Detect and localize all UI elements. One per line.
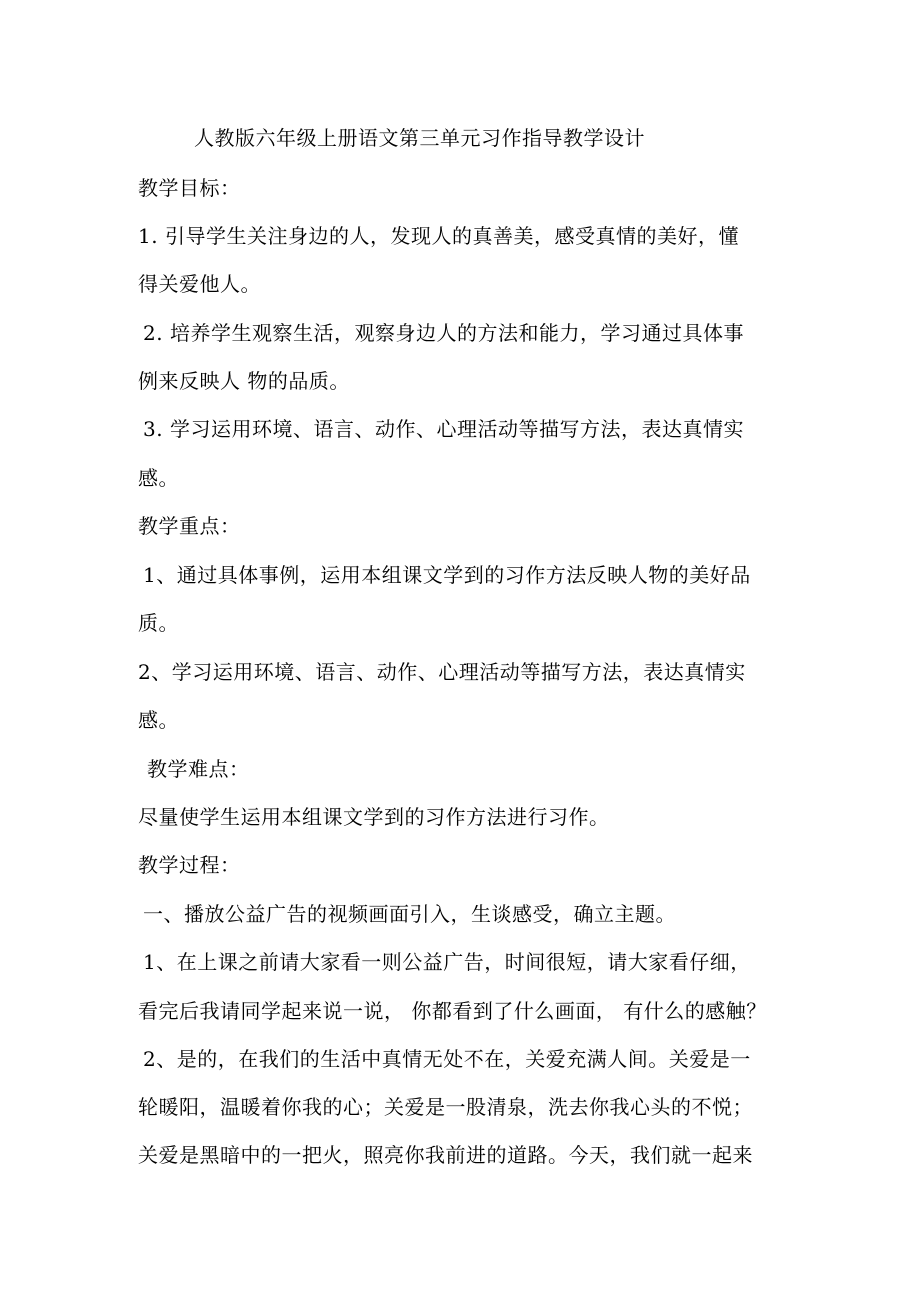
difficulty-line: 尽量使学生运用本组课文学到的习作方法进行习作。 — [138, 805, 610, 829]
process-step-1: 一、播放公益广告的视频画面引入，生谈感受，确立主题。 — [143, 902, 676, 926]
heading-teaching-goals: 教学目标： — [138, 176, 241, 200]
key-point-2-line-1: 2、学习运用环境、语言、动作、心理活动等描写方法，表达真情实 — [138, 660, 746, 684]
heading-key-points: 教学重点： — [138, 514, 241, 538]
process-2-line-3: 关爱是黑暗中的一把火，照亮你我前进的道路。今天，我们就一起来 — [138, 1143, 753, 1167]
goal-1-line-2: 得关爱他人。 — [138, 272, 261, 296]
key-point-2-line-2: 感。 — [138, 708, 179, 732]
goal-1-line-1: 1. 引导学生关注身边的人，发现人的真善美，感受真情的美好，懂 — [138, 224, 739, 248]
goal-2-line-2: 例来反映人 物的品质。 — [138, 369, 350, 393]
process-2-line-1: 2、是的，在我们的生活中真情无处不在，关爱充满人间。关爱是一 — [143, 1047, 751, 1071]
process-1-line-2: 看完后我请同学起来说一说， 你都看到了什么画面， 有什么的感触？ — [138, 999, 767, 1023]
process-2-line-2: 轮暖阳，温暖着你我的心；关爱是一股清泉，洗去你我心头的不悦； — [138, 1095, 753, 1119]
heading-process: 教学过程： — [138, 853, 241, 877]
key-point-1-line-2: 质。 — [138, 611, 179, 635]
goal-3-line-2: 感。 — [138, 466, 179, 490]
process-1-line-1: 1、在上课之前请大家看一则公益广告，时间很短，请大家看仔细， — [143, 950, 751, 974]
key-point-1-line-1: 1、通过具体事例，运用本组课文学到的习作方法反映人物的美好品 — [143, 563, 751, 587]
goal-3-line-1: 3. 学习运用环境、语言、动作、心理活动等描写方法，表达真情实 — [143, 417, 744, 441]
document-title: 人教版六年级上册语文第三单元习作指导教学设计 — [194, 126, 645, 150]
heading-difficulties: 教学难点： — [147, 757, 250, 781]
goal-2-line-1: 2. 培养学生观察生活，观察身边人的方法和能力，学习通过具体事 — [143, 321, 744, 345]
